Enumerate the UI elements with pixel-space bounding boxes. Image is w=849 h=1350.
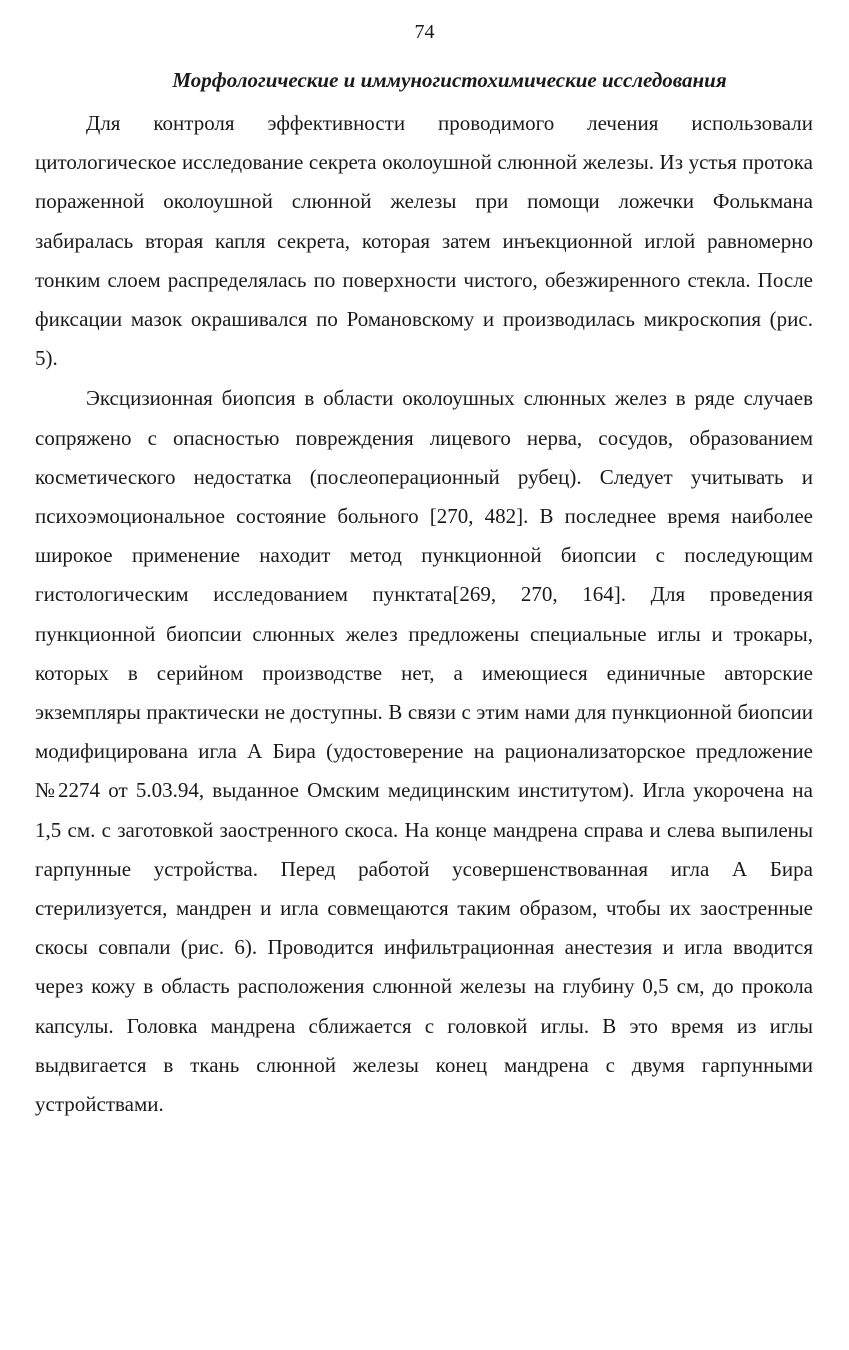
paragraph-cytology: Для контроля эффективности проводимого лечения использовали цитологическое исследование секрета околоушной слюнной железы. Из устья протока пораженной околоушной слюнной железы при помощи ложечки Фолькмана забиралась вторая капля секрета, которая затем инъекционной иглой равномерно тонким слоем распределялась по поверхности чистого, обезжиренного стекла. После фиксации мазок окрашивался по Романовскому и производилась микроскопия (рис. 5). <box>35 111 813 371</box>
page-number: 74 <box>414 21 435 43</box>
body-text <box>35 104 813 1124</box>
paragraph-biopsy: Эксцизионная биопсия в области околоушных слюнных желез в ряде случаев сопряжено с опасностью повреждения лицевого нерва, сосудов, образованием косметического недостатка (послеоперационный рубец). Следует учитывать и психоэмоциональное состояние больного [270, 482]. В последнее время наиболее широкое применение находит метод пункционной биопсии с последующим гистологическим исследованием пунктата[269, 270, 164]. Для проведения пункционной биопсии слюнных желез предложены специальные иглы и трокары, которых в серийном производстве нет, а имеющиеся единичные авторские экземпляры практически не доступны. В связи с этим нами для пункционной биопсии модифицирована игла А Бира (удостоверение на рационализаторское предложение №2274 от 5.03.94, выданное Омским медицинским институтом). Игла укорочена на 1,5 см. с заготовкой заостренного скоса. На конце мандрена справа и слева выпилены гарпунные устройства. Перед работой усовершенствованная игла А Бира стерилизуется, мандрен и игла совмещаются таким образом, чтобы их заостренные скосы совпали (рис. 6). Проводится инфильтрационная анестезия и игла вводится через кожу в область расположения слюнной железы на глубину 0,5 см, до прокола капсулы. Головка мандрена сближается с головкой иглы. В это время из иглы выдвигается в ткань слюнной железы конец мандрена с двумя гарпунными устройствами. <box>35 386 813 1117</box>
section-title: Морфологические и иммуногистохимические исследования <box>172 68 727 92</box>
